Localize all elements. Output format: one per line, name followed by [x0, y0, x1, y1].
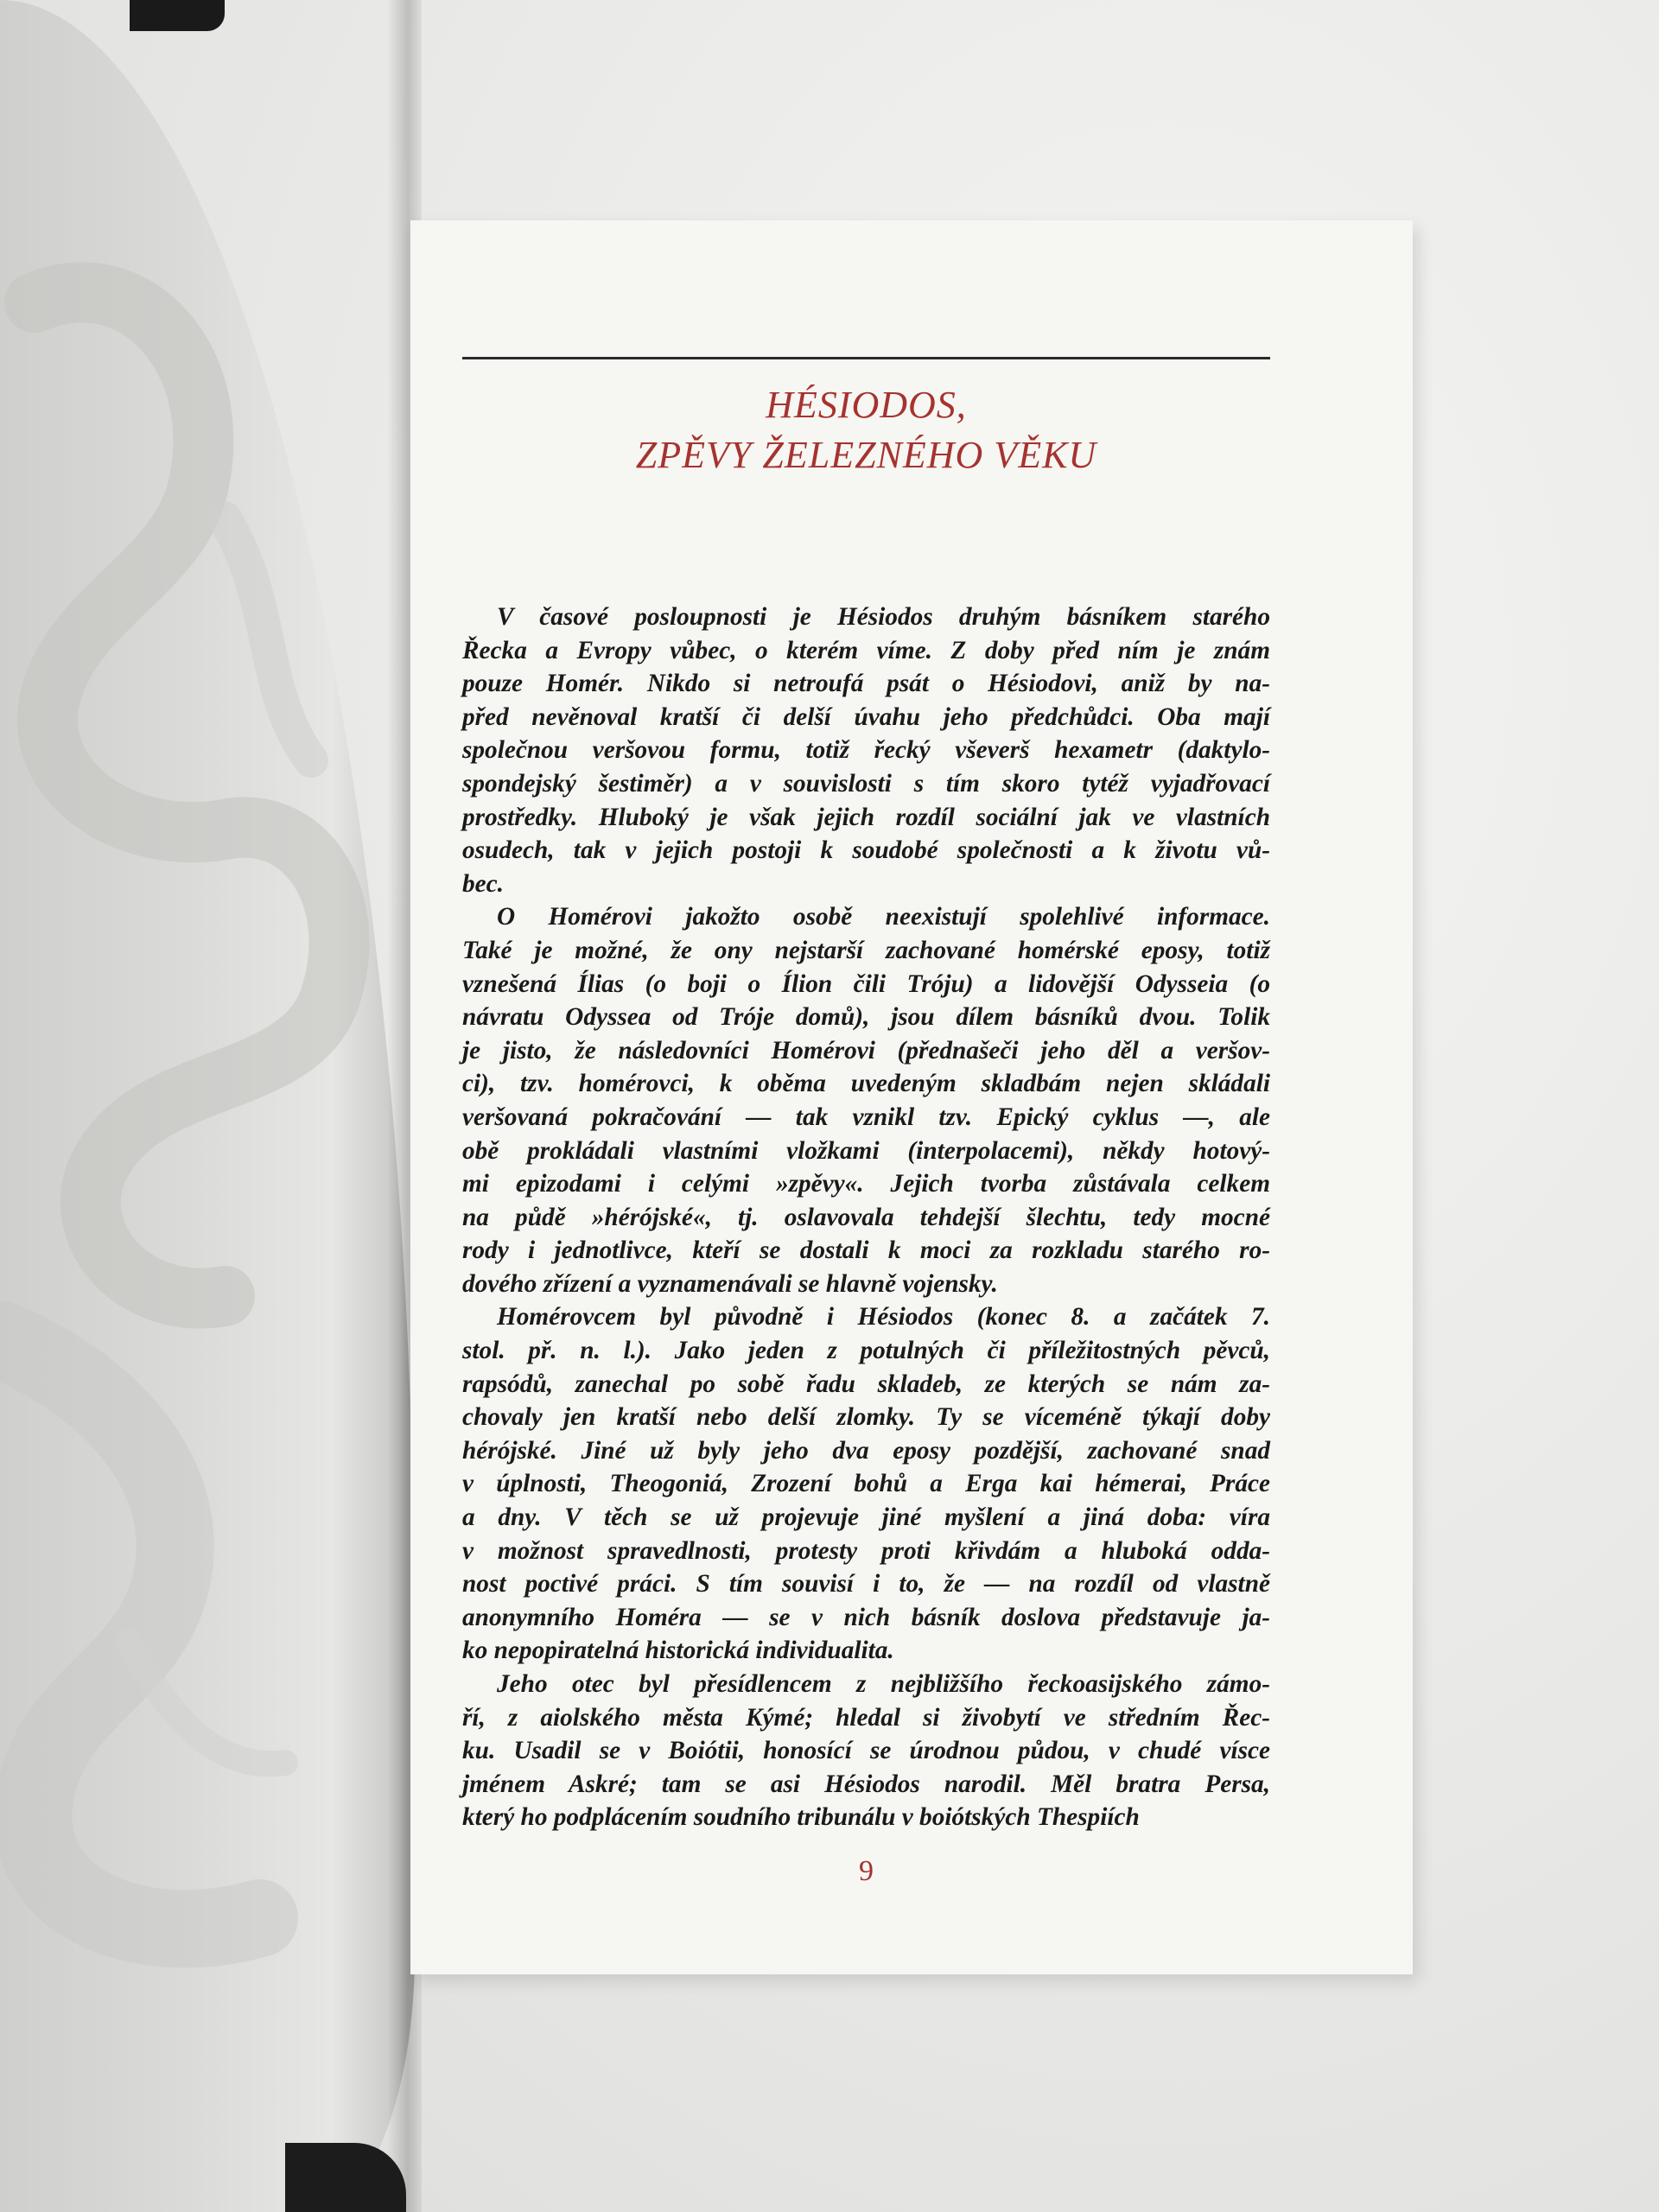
- text-line: Řecka a Evropy vůbec, o kterém víme. Z doby před ním je znám: [462, 636, 1270, 664]
- text-line: hérójské. Jiné už byly jeho dva eposy pozdější, zachované snad: [462, 1436, 1270, 1465]
- right-page: [410, 220, 1413, 1974]
- title-rule: [462, 357, 1270, 359]
- text-line: Také je možné, že ony nejstarší zachované homérské eposy, totiž: [462, 936, 1270, 964]
- text-line: osudech, tak v jejich postoji k soudobé společnosti a k životu vů-: [462, 836, 1270, 865]
- text-line: návratu Odyssea od Tróje domů), jsou dílem básníků dvou. Tolik: [462, 1003, 1270, 1032]
- text-line: dového zřízení a vyznamenávali se hlavně vojensky.: [462, 1269, 998, 1298]
- faded-illustration: [0, 0, 415, 2212]
- text-line: prostředky. Hluboký je však jejich rozdíl sociální jak ve vlastních: [462, 803, 1270, 831]
- body-text: [462, 601, 1270, 1834]
- text-line: a dny. V těch se už projevuje jiné myšlení a jiná doba: víra: [462, 1503, 1270, 1532]
- text-line: v možnost spravedlnosti, protesty proti křivdám a hluboká odda-: [462, 1536, 1270, 1565]
- text-line: Jeho otec byl přesídlencem z nejbližšího řeckoasijského zámo-: [497, 1670, 1270, 1698]
- text-line: v úplnosti, Theogoniá, Zrození bohů a Erga kai hémerai, Práce: [462, 1470, 1270, 1498]
- text-line: jménem Askré; tam se asi Hésiodos narodil. Měl bratra Persa,: [462, 1770, 1270, 1798]
- text-line: spondejský šestiměr) a v souvislosti s tím skoro tytéž vyjadřovací: [462, 769, 1270, 798]
- text-line: který ho podplácením soudního tribunálu v boiótských Thespiích: [462, 1803, 1140, 1832]
- cover-edge-top: [130, 0, 225, 31]
- text-line: rody i jednotlivce, kteří se dostali k moci za rozkladu starého ro-: [462, 1236, 1270, 1265]
- text-line: anonymního Homéra — se v nich básník doslova představuje ja-: [462, 1603, 1270, 1631]
- page-number: 9: [859, 1855, 874, 1887]
- text-line: je jisto, že následovníci Homérovi (přednašeči jeho děl a veršov-: [462, 1036, 1270, 1065]
- text-line: vznešená Ílias (o boji o Ílion čili Tróju) a lidovější Odysseia (o: [462, 969, 1270, 998]
- text-line: V časové posloupnosti je Hésiodos druhým básníkem starého: [497, 603, 1270, 631]
- text-line: před nevěnoval kratší či delší úvahu jeho předchůdci. Oba mají: [462, 702, 1270, 731]
- text-line: pouze Homér. Nikdo si netroufá psát o Hésiodovi, aniž by na-: [462, 670, 1270, 698]
- text-line: chovaly jen kratší nebo delší zlomky. Ty se víceméně týkají doby: [462, 1403, 1270, 1432]
- title-line-2: ZPĚVY ŽELEZNÉHO VĚKU: [635, 434, 1097, 476]
- text-line: ří, z aiolského města Kýmé; hledal si živobytí ve středním Řec-: [462, 1703, 1270, 1732]
- text-line: bec.: [462, 869, 504, 898]
- text-line: Homérovcem byl původně i Hésiodos (konec 8. a začátek 7.: [497, 1303, 1270, 1332]
- text-line: mi epizodami i celými »zpěvy«. Jejich tvorba zůstávala celkem: [462, 1170, 1270, 1198]
- text-line: veršovaná pokračování — tak vznikl tzv. Epický cyklus —, ale: [462, 1103, 1270, 1131]
- text-line: ku. Usadil se v Boiótii, honosící se úrodnou půdou, v chudé vísce: [462, 1737, 1270, 1765]
- title-line-1: HÉSIODOS,: [766, 384, 967, 426]
- left-page-illustration: [0, 0, 415, 2212]
- text-line: obě prokládali vlastními vložkami (interpolacemi), někdy hotový-: [462, 1136, 1270, 1165]
- chapter-title: [462, 380, 1270, 480]
- text-line: ci), tzv. homérovci, k oběma uvedeným skladbám nejen skládali: [462, 1070, 1270, 1098]
- text-line: společnou veršovou formu, totiž řecký vševerš hexametr (daktylo-: [462, 736, 1270, 765]
- text-line: ko nepopiratelná historická individualita.: [462, 1637, 894, 1665]
- text-line: stol. př. n. l.). Jako jeden z potulných či příležitostných pěvců,: [462, 1337, 1270, 1365]
- text-line: na půdě »hérójské«, tj. oslavovala tehdejší šlechtu, tedy mocné: [462, 1203, 1270, 1231]
- text-line: nost poctivé práci. S tím souvisí i to, že — na rozdíl od vlastně: [462, 1570, 1270, 1599]
- text-line: rapsódů, zanechal po sobě řadu skladeb, ze kterých se nám za-: [462, 1370, 1270, 1398]
- text-line: O Homérovi jakožto osobě neexistují spolehlivé informace.: [497, 903, 1270, 931]
